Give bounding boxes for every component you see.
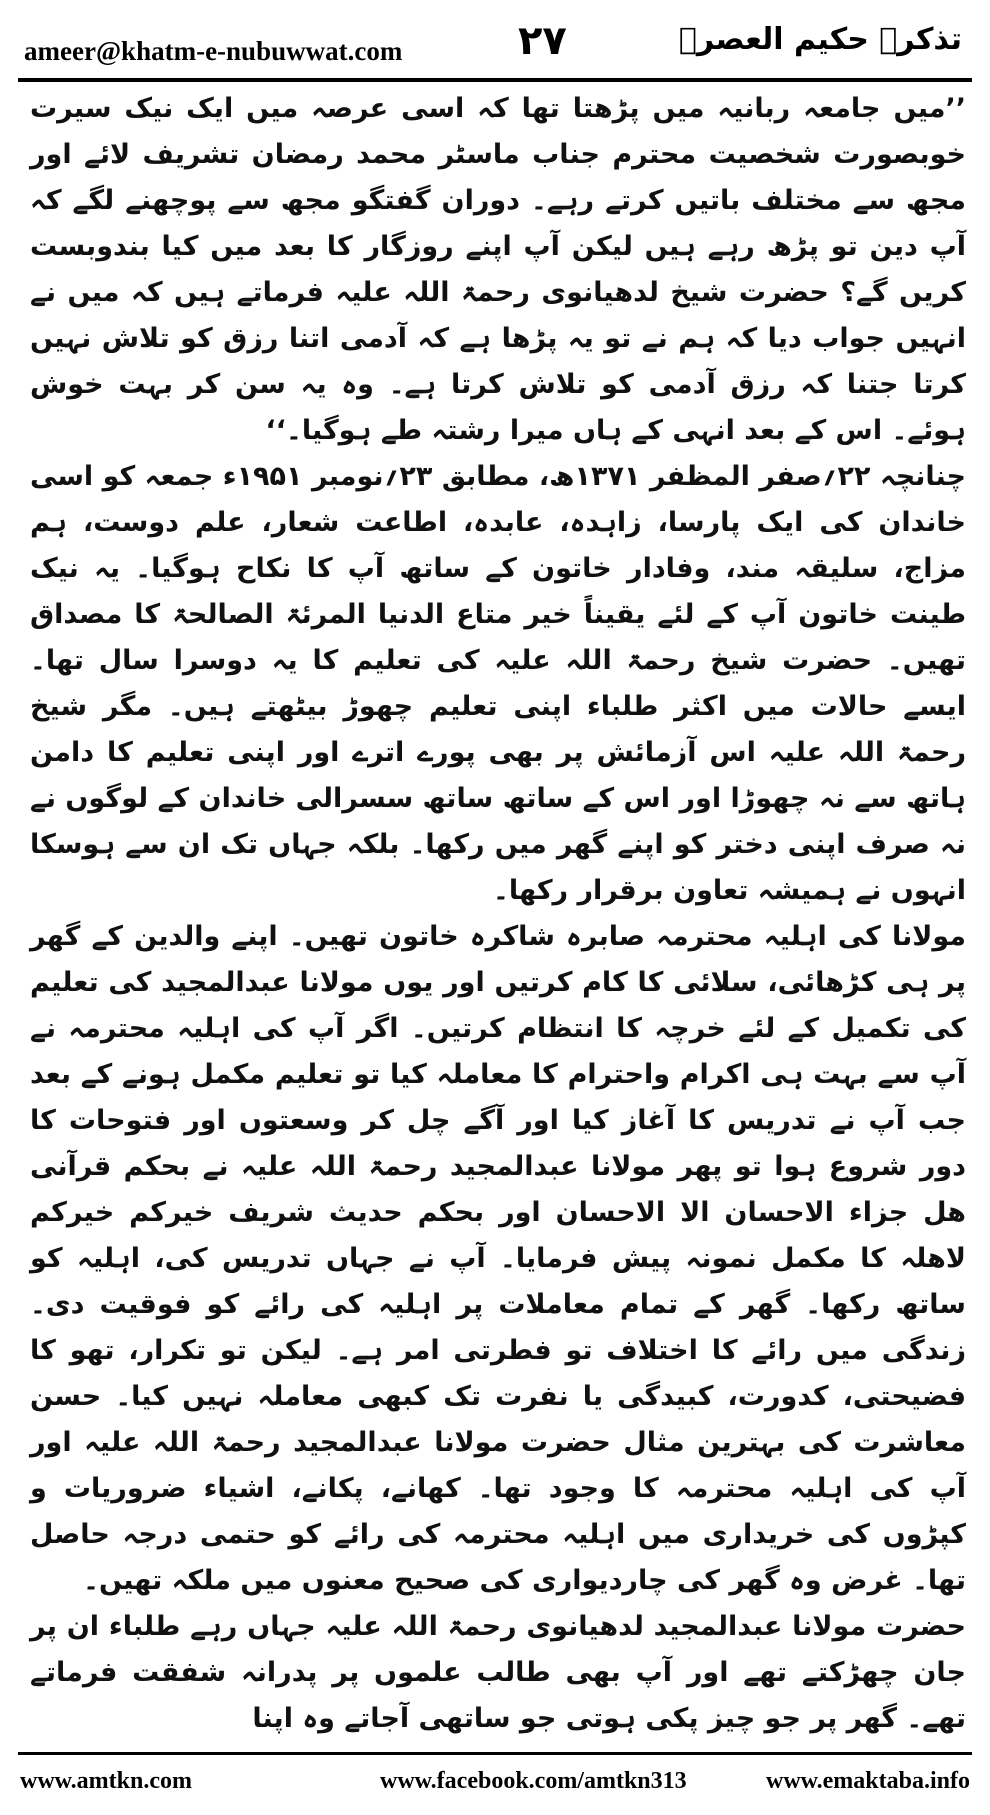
paragraph-nikah: چنانچہ ۲۲؍صفر المظفر ۱۳۷۱ھ، مطابق ۲۳؍نومبر ۱۹۵۱ء جمعہ کو اسی خاندان کی ایک پارسا، زاہدہ، عابدہ، اطاعت شعار، علم دوست، ہم مزاج، سلیقہ مند، وفادار خاتون کے ساتھ آپ کا نکاح ہوگیا۔ یہ نیک طینت خاتون آپ کے لئے یقیناً خیر متاع الدنیا المرئۃ الصالحۃ کا مصداق تھیں۔ حضرت شیخ رحمۃ اللہ علیہ کی تعلیم کا یہ دوسرا سال تھا۔ ایسے حالات میں اکثر طلباء اپنی تعلیم چھوڑ بیٹھتے ہیں۔ مگر شیخ رحمۃ اللہ علیہ اس آزمائش پر بھی پورے اترے اور اپنی تعلیم کا دامن ہاتھ سے نہ چھوڑا اور اس کے ساتھ ساتھ سسرالی خاندان کے لوگوں نے نہ صرف اپنی دختر کو اپنے گھر میں رکھا۔ بلکہ جہاں تک ان سے ہوسکا انہوں نے ہمیشہ تعاون برقرار رکھا۔ xyxy=(30,461,966,906)
footer-url-facebook: www.facebook.com/amtkn313 xyxy=(380,1768,687,1794)
page-number: ۲۷ xyxy=(518,18,567,64)
paragraph-wife: مولانا کی اہلیہ محترمہ صابرہ شاکرہ خاتون تھیں۔ اپنے والدین کے گھر پر ہی کڑھائی، سلائی کا کام کرتیں اور یوں مولانا عبدالمجید کی تعلیم کی تکمیل کے لئے خرچہ کا انتظام کرتیں۔ اگر آپ کی اہلیہ محترمہ نے آپ سے بہت ہی اکرام واحترام کا معاملہ کیا تو تعلیم مکمل ہونے کے بعد جب آپ نے تدریس کا آغاز کیا اور آگے چل کر وسعتوں اور فتوحات کا دور شروع ہوا تو پھر مولانا عبدالمجید رحمۃ اللہ علیہ نے بحکم قرآنی ھل جزاء الاحسان الا الاحسان اور بحکم حدیث شریف خیرکم خیرکم لاھلہ کا مکمل نمونہ پیش فرمایا۔ آپ نے جہاں تدریس کی، اہلیہ کو ساتھ رکھا۔ گھر کے تمام معاملات پر اہلیہ کی رائے کو فوقیت دی۔ زندگی میں رائے کا اختلاف تو فطرتی امر ہے۔ لیکن تو تکرار، تھو کا فضیحتی، کدورت، کبیدگی یا نفرت تک کبھی معاملہ نہیں کیا۔ حسن معاشرت کی بہترین مثال حضرت مولانا عبدالمجید رحمۃ اللہ علیہ اور آپ کی اہلیہ محترمہ کا وجود تھا۔ کھانے، پکانے، اشیاء ضروریات و کپڑوں کی خریداری میں اہلیہ محترمہ کی رائے کو حتمی درجہ حاصل تھا۔ غرض وہ گھر کی چاردیواری کی صحیح معنوں میں ملکہ تھیں۔ xyxy=(30,921,966,1596)
page-body-text xyxy=(30,86,966,1742)
book-title: تذکرہ حکیم العصرؒ xyxy=(678,22,962,57)
paragraph-students: حضرت مولانا عبدالمجید لدھیانوی رحمۃ اللہ علیہ جہاں رہے طلباء ان پر جان چھڑکتے تھے اور آپ بھی طالب علموں پر پدرانہ شفقت فرماتے تھے۔ گھر پر جو چیز پکی ہوتی جو ساتھی آجاتے وہ اپنا xyxy=(30,1611,966,1734)
header-email: ameer@khatm-e-nubuwwat.com xyxy=(24,36,403,66)
footer-divider xyxy=(18,1752,972,1755)
footer-url-emaktaba: www.emaktaba.info xyxy=(765,1768,970,1794)
footer-url-amtkn: www.amtkn.com xyxy=(20,1768,192,1794)
page-header xyxy=(18,14,972,72)
header-divider xyxy=(18,78,972,82)
page-footer xyxy=(20,1768,970,1802)
paragraph-quote: ’’میں جامعہ ربانیہ میں پڑھتا تھا کہ اسی عرصہ میں ایک نیک سیرت خوبصورت شخصیت محترم جناب ماسٹر محمد رمضان تشریف لائے اور مجھ سے مختلف باتیں کرتے رہے۔ دوران گفتگو مجھ سے پوچھنے لگے کہ آپ دین تو پڑھ رہے ہیں لیکن آپ اپنے روزگار کا بعد میں کیا بندوبست کریں گے؟ حضرت شیخ لدھیانوی رحمۃ اللہ علیہ فرماتے ہیں کہ میں نے انہیں جواب دیا کہ ہم نے تو یہ پڑھا ہے کہ آدمی اتنا رزق کو تلاش نہیں کرتا جتنا کہ رزق آدمی کو تلاش کرتا ہے۔ وہ یہ سن کر بہت خوش ہوئے۔ اس کے بعد انہی کے ہاں میرا رشتہ طے ہوگیا۔‘‘ xyxy=(30,93,966,446)
